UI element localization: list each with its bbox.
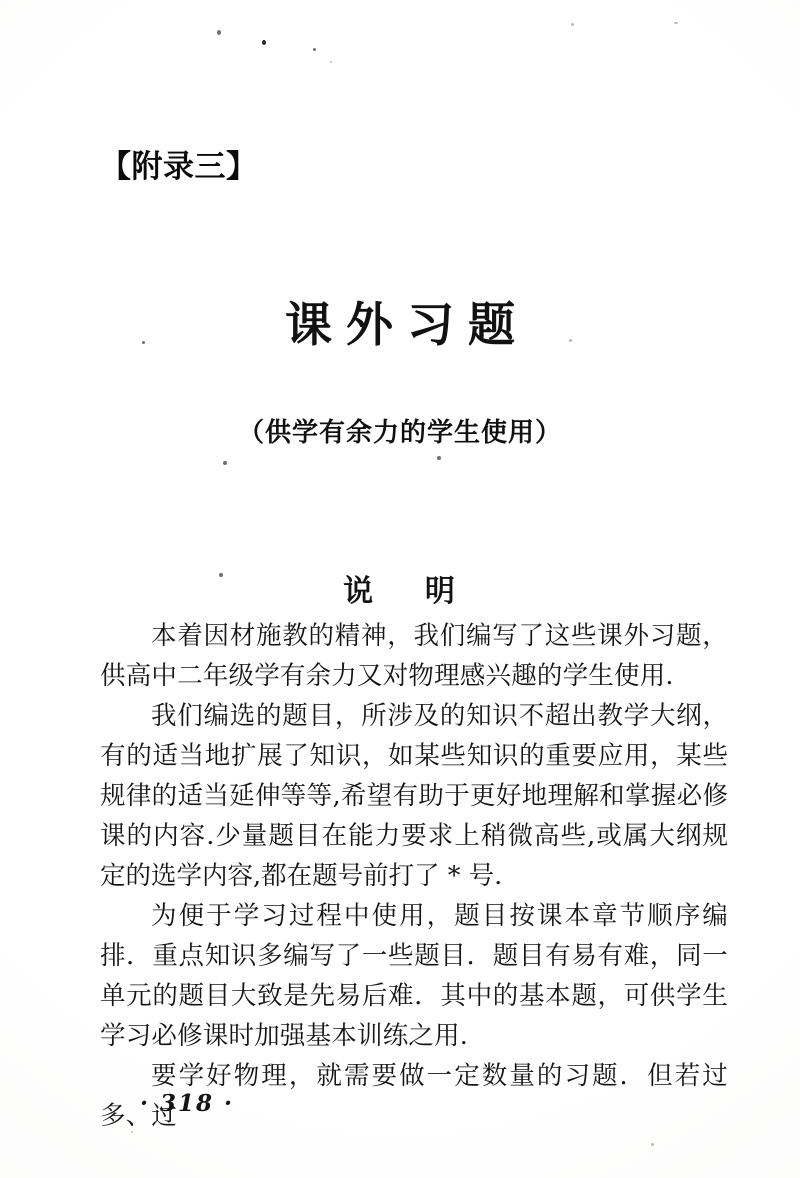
scan-speck — [330, 61, 332, 63]
scan-speck — [571, 23, 574, 26]
paragraph: 为便于学习过程中使用，题目按课本章节顺序编排．重点知识多编写了一些题目．题目有易有难，同一单元的题目大致是先易后难．其中的基本题，可供学生学习必修课时加强基本训练之用. — [100, 901, 728, 1051]
scan-speck — [313, 48, 316, 51]
body-text — [100, 616, 728, 1136]
scan-speck — [651, 1143, 654, 1146]
paragraph: 我们编选的题目，所涉及的知识不超出教学大纲，有的适当地扩展了知识，如某些知识的重要应用，某些规律的适当延伸等等,希望有助于更好地理解和掌握必修课的内容.少量题目在能力要求上稍微高些,或属大纲规定的选学内容,都在题号前打了 * 号. — [100, 701, 728, 891]
paragraph: 要学好物理，就需要做一定数量的习题．但若过多、过 — [100, 1061, 728, 1131]
page-number: · 318 · — [139, 1090, 235, 1117]
appendix-label: 【附录三】 — [100, 149, 258, 185]
scan-speck — [217, 30, 221, 35]
paragraph: 本着因材施教的精神，我们编写了这些课外习题，供高中二年级学有余力又对物理感兴趣的学生使用. — [100, 621, 728, 691]
scan-speck — [437, 456, 441, 460]
scan-speck — [674, 22, 678, 24]
scan-speck — [223, 461, 227, 465]
scan-speck — [262, 40, 266, 45]
page-subtitle: （供学有余力的学生使用） — [237, 417, 562, 448]
section-heading-explanation: 说 明 — [343, 574, 457, 609]
page-title: 课外习题 — [285, 298, 529, 354]
